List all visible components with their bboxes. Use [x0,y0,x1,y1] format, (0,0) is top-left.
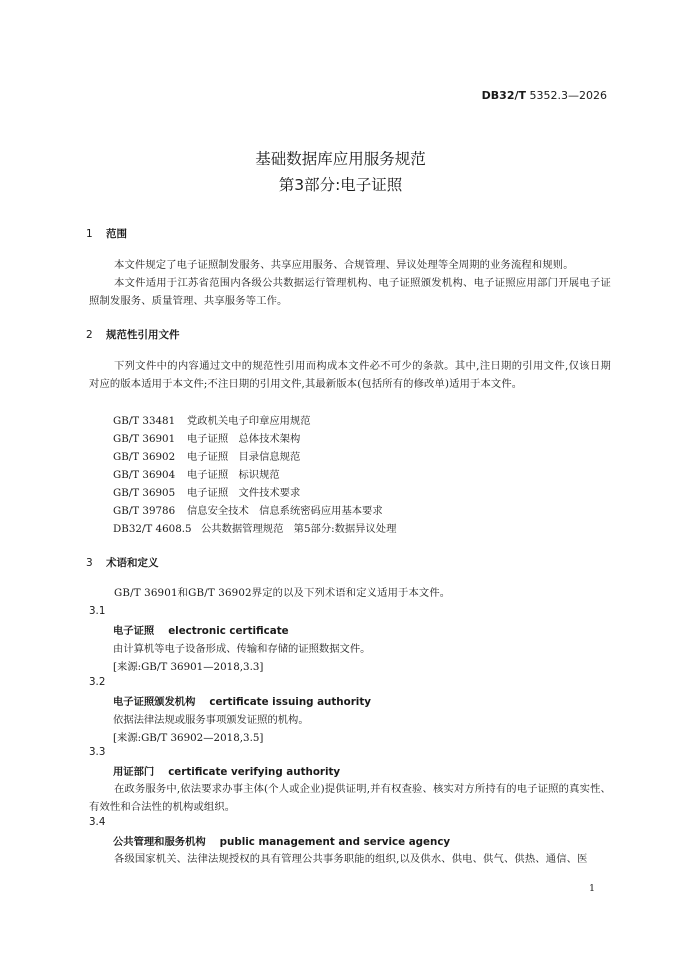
page-number: 1 [588,883,595,894]
term-zh: 电子证照 [113,625,155,637]
standard-prefix: DB32/T [481,89,527,102]
reference-code: DB32/T 4608.5 [113,523,192,535]
reference-code: GB/T 36902 [113,451,176,463]
clause-number: 3.4 [89,816,106,828]
section-heading-terms-definitions [86,555,159,570]
section-number: 1 [86,228,93,240]
reference-item [113,484,300,502]
clause-number: 3.3 [89,746,106,758]
term-definition: 各级国家机关、法律法规授权的具有管理公共事务职能的组织,以及供水、供电、供气、供热、通信、医 [114,853,588,865]
term-source: [来源:GB/T 36902—2018,3.5] [113,732,264,744]
term-source: [来源:GB/T 36901—2018,3.3] [113,661,264,673]
clause-number: 3.1 [89,605,106,617]
reference-code: GB/T 36905 [113,487,176,499]
reference-item [113,448,300,466]
reference-title: 信息安全技术 信息系统密码应用基本要求 [187,505,383,517]
term-entry [113,833,450,848]
term-entry [113,693,371,708]
section-title: 范围 [106,228,127,240]
reference-title: 电子证照 文件技术要求 [187,487,301,499]
section-title: 术语和定义 [106,557,159,569]
reference-title: 党政机关电子印章应用规范 [187,415,311,427]
reference-title: 电子证照 标识规范 [187,469,280,481]
section-title: 规范性引用文件 [106,329,180,341]
section-number: 3 [86,557,93,569]
term-en: electronic certificate [168,625,289,637]
reference-item [113,430,300,448]
term-definition: 在政务服务中,依法要求办事主体(个人或企业)提供证明,并有权查验、核实对方所持有的电子证照的真实性、有效性和合法性的机构或组织。 [89,783,611,814]
reference-title: 电子证照 目录信息规范 [187,451,301,463]
term-en: certificate verifying authority [168,766,341,778]
paragraph: 本文件规定了电子证照制发服务、共享应用服务、合规管理、异议处理等全周期的业务流程和规则。 [114,259,574,271]
term-entry [113,622,289,637]
document-title: 基础数据库应用服务规范 [255,150,426,168]
term-definition: 依据法律法规或服务事项颁发证照的机构。 [113,714,309,726]
reference-title: 电子证照 总体技术架构 [187,433,301,445]
section-heading-scope [86,226,127,241]
section-heading-normative-references [86,327,180,342]
reference-item [113,520,396,538]
paragraph: 下列文件中的内容通过文中的规范性引用而构成本文件必不可少的条款。其中,注日期的引用文件,仅该日期对应的版本适用于本文件;不注日期的引用文件,其最新版本(包括所有的修改单)适用于本文件。 [89,360,611,391]
reference-item [113,502,383,520]
term-entry [113,763,340,778]
term-zh: 电子证照颁发机构 [113,696,196,708]
section-number: 2 [86,329,93,341]
reference-title: 公共数据管理规范 第5部分:数据异议处理 [201,523,397,535]
clause-number: 3.2 [89,676,106,688]
paragraph: 本文件适用于江苏省范围内各级公共数据运行管理机构、电子证照颁发机构、电子证照应用部门开展电子证照制发服务、质量管理、共享服务等工作。 [89,277,611,308]
document-subtitle: 第3部分:电子证照 [278,176,403,194]
reference-item [113,412,311,430]
reference-item [113,466,280,484]
paragraph: GB/T 36901和GB/T 36902界定的以及下列术语和定义适用于本文件。 [114,587,451,599]
term-en: public management and service agency [219,836,451,848]
standard-number: 5352.3—2026 [529,89,607,102]
term-zh: 公共管理和服务机构 [113,836,206,848]
term-definition: 由计算机等电子设备形成、传输和存储的证照数据文件。 [113,643,371,655]
reference-code: GB/T 36901 [113,433,176,445]
standard-code [482,89,607,102]
reference-code: GB/T 36904 [113,469,176,481]
term-en: certificate issuing authority [209,696,371,708]
reference-code: GB/T 39786 [113,505,176,517]
term-zh: 用证部门 [113,766,155,778]
reference-code: GB/T 33481 [113,415,176,427]
